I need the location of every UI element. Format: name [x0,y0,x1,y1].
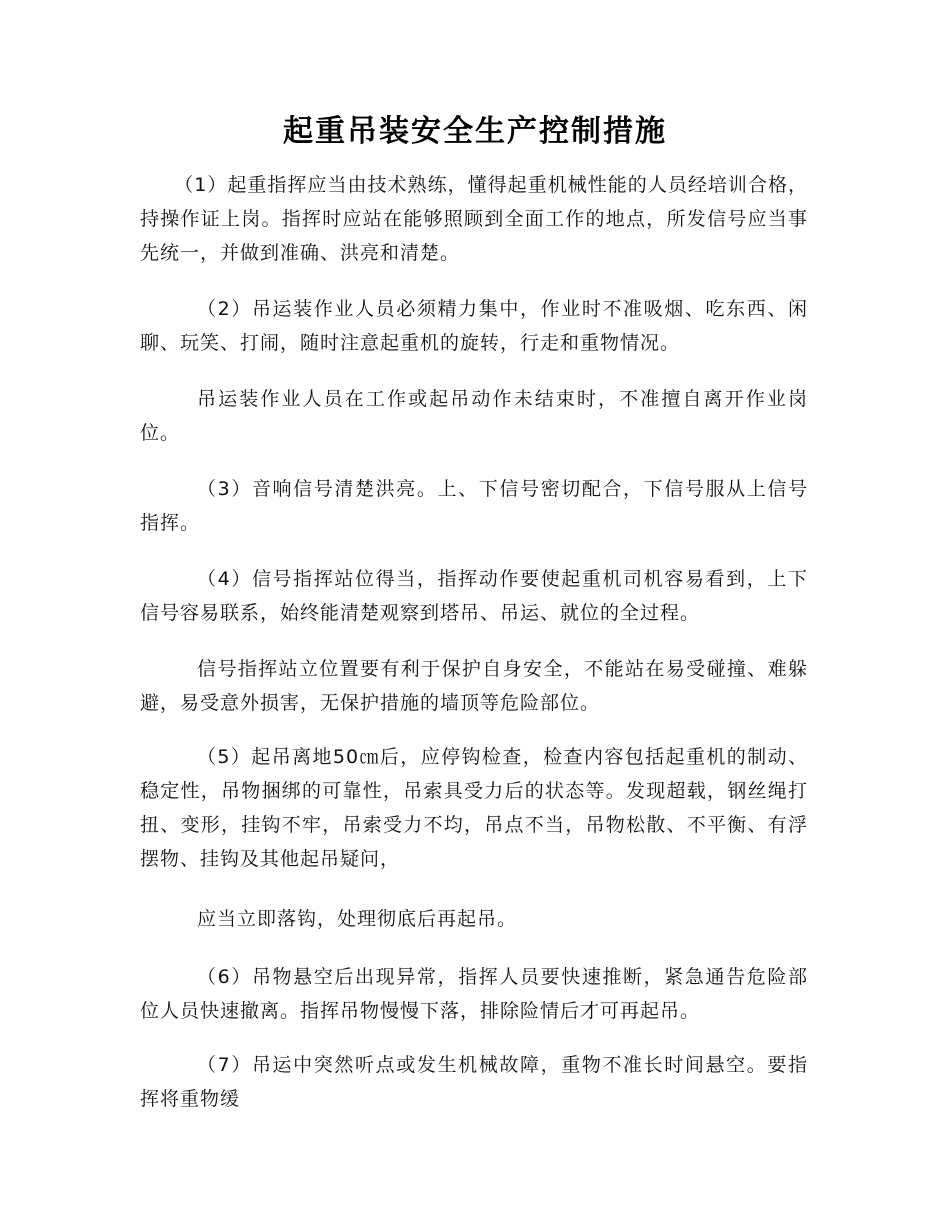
paragraph-7: （5）起吊离地50㎝后，应停钩检查，检查内容包括起重机的制动、稳定性，吊物捆绑的可靠性，吊索具受力后的状态等。发现超载，钢丝绳打扭、变形，挂钩不牢，吊索受力不均，吊点不当，吊物松散、不平衡、有浮摆物、挂钩及其他起吊疑问， [140,746,808,870]
document-title: 起重吊装安全生产控制措施 [283,114,667,149]
paragraph-6: 信号指挥站立位置要有利于保护自身安全，不能站在易受碰撞、难躲避，易受意外损害，无保护措施的墙顶等危险部位。 [140,658,808,714]
paragraph-9: （6）吊物悬空后出现异常，指挥人员要快速推断，紧急通告危险部位人员快速撤离。指挥吊物慢慢下落，排除险情后才可再起吊。 [140,966,808,1022]
paragraph-2: （2）吊运装作业人员必须精力集中，作业时不准吸烟、吃东西、闲聊、玩笑、打闹，随时注意起重机的旋转，行走和重物情况。 [140,298,808,354]
paragraph-4: （3）音响信号清楚洪亮。上、下信号密切配合，下信号服从上信号指挥。 [140,478,808,534]
paragraph-1: （1）起重指挥应当由技术熟练，懂得起重机械性能的人员经培训合格，持操作证上岗。指挥时应站在能够照顾到全面工作的地点，所发信号应当事先统一，并做到准确、洪亮和清楚。 [140,174,808,264]
paragraph-8: 应当立即落钩，处理彻底后再起吊。 [197,908,518,930]
paragraph-10: （7）吊运中突然听点或发生机械故障，重物不准长时间悬空。要指挥将重物缓 [140,1054,808,1110]
paragraph-5: （4）信号指挥站位得当，指挥动作要使起重机司机容易看到，上下信号容易联系，始终能清楚观察到塔吊、吊运、就位的全过程。 [140,568,808,624]
paragraph-3: 吊运装作业人员在工作或起吊动作未结束时，不准擅自离开作业岗位。 [140,388,808,444]
